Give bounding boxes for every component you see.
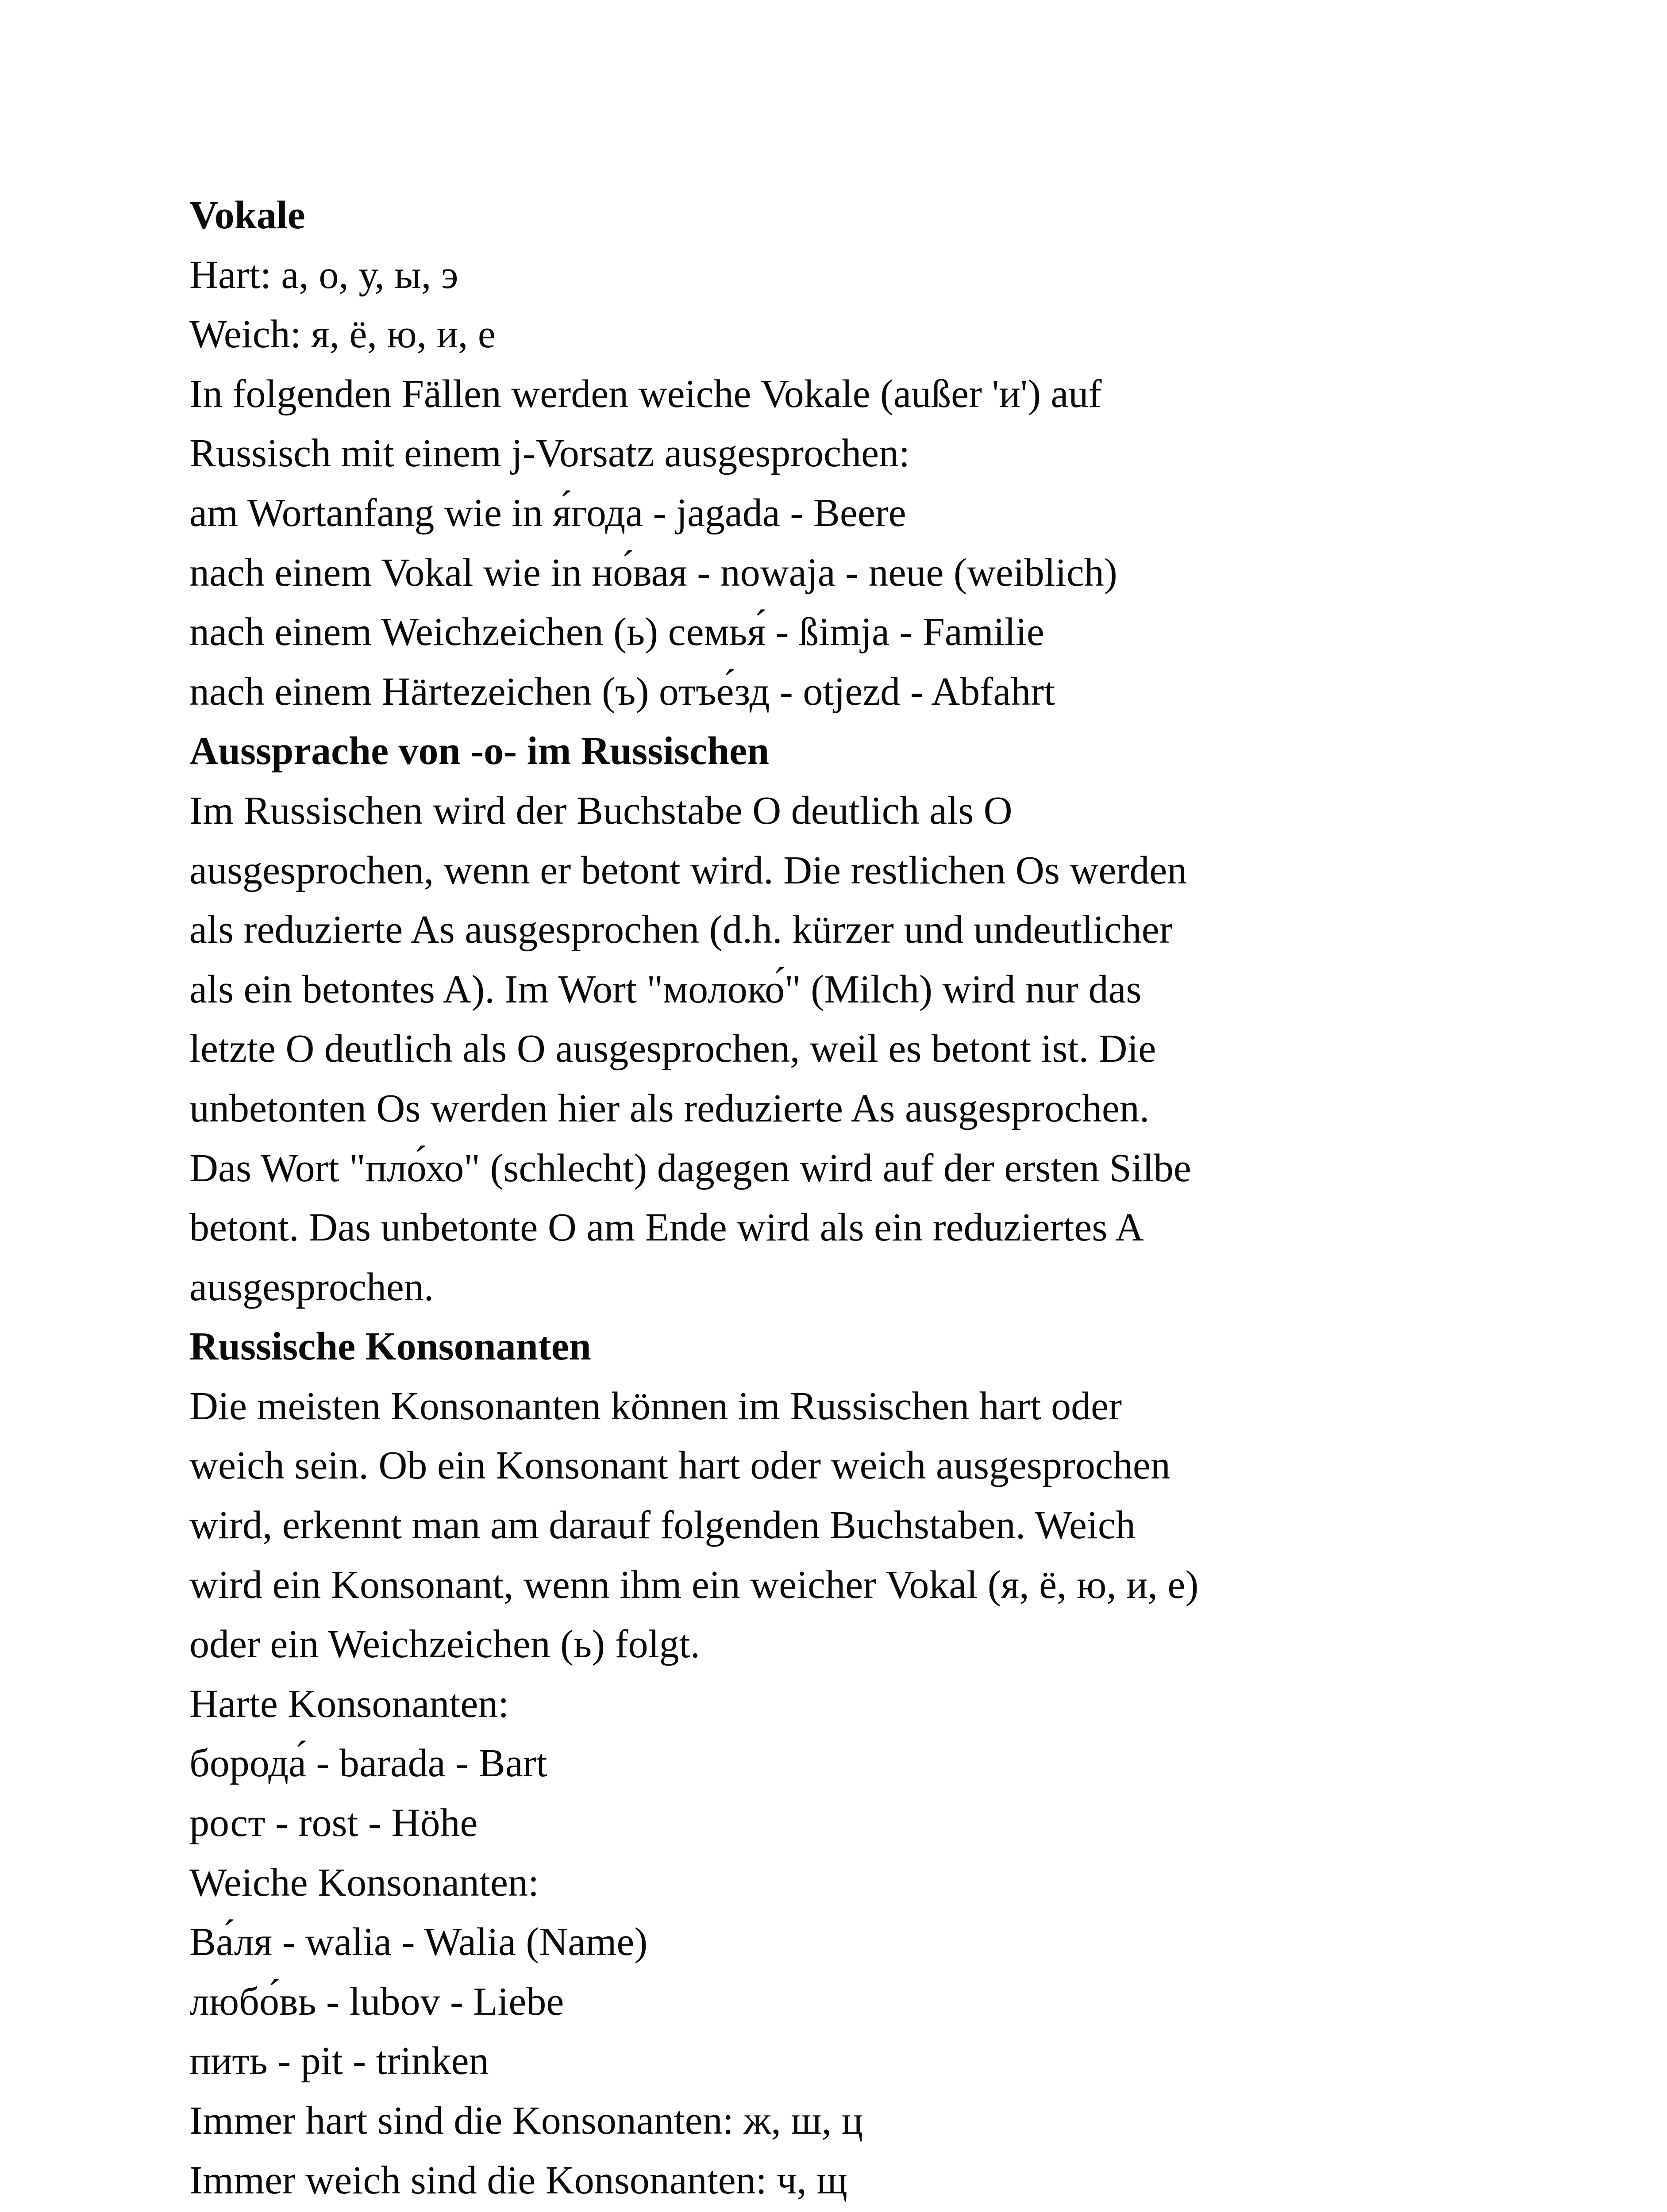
- text-line: Das Wort "пло́хо" (schlecht) dagegen wird auf der ersten Silbe: [189, 1146, 1191, 1190]
- text-line: am Wortanfang wie in я́года - jagada - Beere: [189, 491, 906, 535]
- text-line: Harte Konsonanten:: [189, 1682, 509, 1726]
- text-line: betont. Das unbetonte O am Ende wird als ein reduziertes A: [189, 1206, 1144, 1250]
- text-line: als ein betontes A). Im Wort "молоко́" (Milch) wird nur das: [189, 967, 1142, 1011]
- text-line: Immer weich sind die Konsonanten: ч, щ: [189, 2158, 847, 2202]
- text-line: Hart: а, о, у, ы, э: [189, 253, 458, 297]
- section-heading: Vokale: [189, 193, 305, 237]
- text-line: letzte O deutlich als O ausgesprochen, weil es betont ist. Die: [189, 1027, 1156, 1071]
- page-body: [189, 186, 1428, 2210]
- text-line: oder ein Weichzeichen (ь) folgt.: [189, 1622, 701, 1667]
- text-line: любо́вь - lubov - Liebe: [189, 1979, 564, 2024]
- text-line: Im Russischen wird der Buchstabe O deutlich als O: [189, 788, 1013, 833]
- text-line: рост - rost - Höhe: [189, 1801, 478, 1845]
- section-aussprache: [189, 722, 1428, 1317]
- text-line: Weiche Konsonanten:: [189, 1860, 539, 1905]
- text-line: Immer hart sind die Konsonanten: ж, ш, ц: [189, 2099, 863, 2143]
- text-line: nach einem Weichzeichen (ь) семья́ - ßimja - Familie: [189, 610, 1044, 654]
- text-line: Ва́ля - walia - Walia (Name): [189, 1920, 648, 1964]
- section-vokale: [189, 186, 1428, 722]
- section-konsonanten: [189, 1317, 1428, 2210]
- text-line: nach einem Vokal wie in но́вая - nowaja - neue (weiblich): [189, 550, 1117, 595]
- text-line: wird ein Konsonant, wenn ihm ein weicher Vokal (я, ё, ю, и, е): [189, 1563, 1199, 1607]
- text-line: wird, erkennt man am darauf folgenden Buchstaben. Weich: [189, 1503, 1136, 1548]
- text-line: als reduzierte As ausgesprochen (d.h. kürzer und undeutlicher: [189, 908, 1173, 952]
- text-line: unbetonten Os werden hier als reduzierte As ausgesprochen.: [189, 1086, 1150, 1130]
- text-line: weich sein. Ob ein Konsonant hart oder weich ausgesprochen: [189, 1444, 1170, 1488]
- section-heading: Aussprache von -o- im Russischen: [189, 729, 770, 773]
- text-line: борода́ - barada - Bart: [189, 1741, 547, 1786]
- section-heading: Russische Konsonanten: [189, 1325, 591, 1369]
- text-line: In folgenden Fällen werden weiche Vokale (außer 'и') auf: [189, 372, 1102, 416]
- text-line: nach einem Härtezeichen (ъ) отъе́зд - otjezd - Abfahrt: [189, 669, 1055, 714]
- text-line: Die meisten Konsonanten können im Russischen hart oder: [189, 1384, 1122, 1428]
- text-line: ausgesprochen.: [189, 1265, 434, 1309]
- text-line: Weich: я, ё, ю, и, е: [189, 312, 496, 357]
- text-line: пить - pit - trinken: [189, 2039, 489, 2083]
- text-line: Russisch mit einem j-Vorsatz ausgesprochen:: [189, 431, 910, 476]
- text-line: ausgesprochen, wenn er betont wird. Die restlichen Os werden: [189, 848, 1187, 892]
